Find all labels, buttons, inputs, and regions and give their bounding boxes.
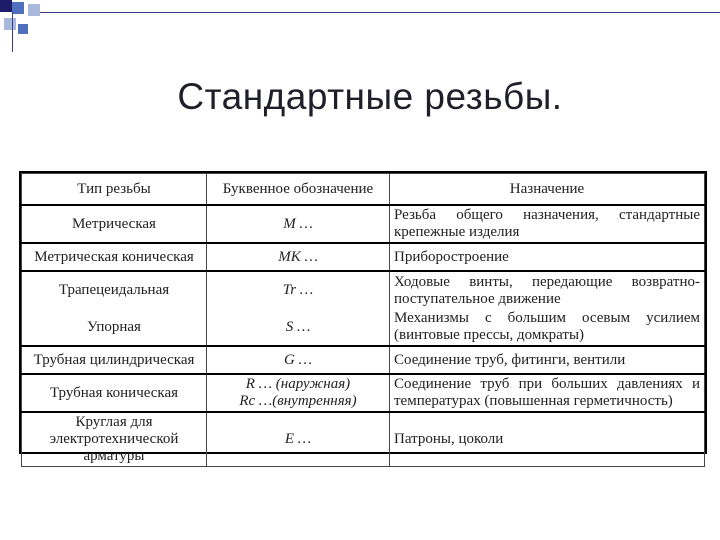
cell-symbol: G … — [207, 346, 390, 374]
cell-type: Круглая для электротехнической арматуры — [22, 412, 207, 467]
cell-purpose: Резьба общего назначения, стандартные крепежные изделия — [390, 205, 705, 243]
cell-purpose: Ходовые винты, передающие возвратно-поступательное движение — [390, 271, 705, 309]
cell-type: Метрическая — [22, 205, 207, 243]
header-symbol: Буквенное обозначение — [207, 174, 390, 206]
deco-square-blue-2 — [18, 24, 28, 34]
table-row — [22, 309, 705, 346]
symbol-outer: R … (наружная) — [245, 376, 351, 392]
deco-square-light-2 — [4, 18, 16, 30]
deco-square-dark — [0, 0, 12, 12]
table-row — [22, 346, 705, 374]
table-row — [22, 374, 705, 412]
symbol-inner: Rc …(внутренняя) — [239, 393, 357, 409]
cell-purpose: Приборостроение — [390, 243, 705, 271]
cell-type: Трубная коническая — [22, 374, 207, 412]
cell-purpose: Соединение труб при больших давлениях и температурах (повышенная герметичность) — [390, 374, 705, 412]
left-rule — [12, 12, 13, 52]
cell-symbol: M … — [207, 205, 390, 243]
cell-symbol: E … — [207, 412, 390, 467]
table-row — [22, 205, 705, 243]
cell-symbol — [207, 374, 390, 412]
deco-square-blue — [12, 2, 24, 14]
table-row — [22, 271, 705, 309]
header-type: Тип резьбы — [22, 174, 207, 206]
corner-decoration — [0, 0, 60, 40]
page-title: Стандартные резьбы. — [177, 76, 563, 117]
cell-symbol: S … — [207, 309, 390, 346]
cell-type: Упорная — [22, 309, 207, 346]
table-header-row — [22, 174, 705, 206]
table-row — [22, 243, 705, 271]
deco-square-light — [28, 4, 40, 16]
top-rule — [40, 12, 720, 13]
thread-table — [19, 171, 707, 464]
cell-purpose: Патроны, цоколи — [390, 412, 705, 467]
table-row — [22, 412, 705, 467]
cell-purpose: Соединение труб, фитинги, вентили — [390, 346, 705, 374]
cell-type: Трапецеидальная — [22, 271, 207, 309]
header-purpose: Назначение — [390, 174, 705, 206]
cell-purpose: Механизмы с большим осевым усилием (винтовые прессы, домкраты) — [390, 309, 705, 346]
cell-type: Метрическая коническая — [22, 243, 207, 271]
cell-symbol: Tr … — [207, 271, 390, 309]
cell-symbol: MK … — [207, 243, 390, 271]
cell-type: Трубная цилиндрическая — [22, 346, 207, 374]
